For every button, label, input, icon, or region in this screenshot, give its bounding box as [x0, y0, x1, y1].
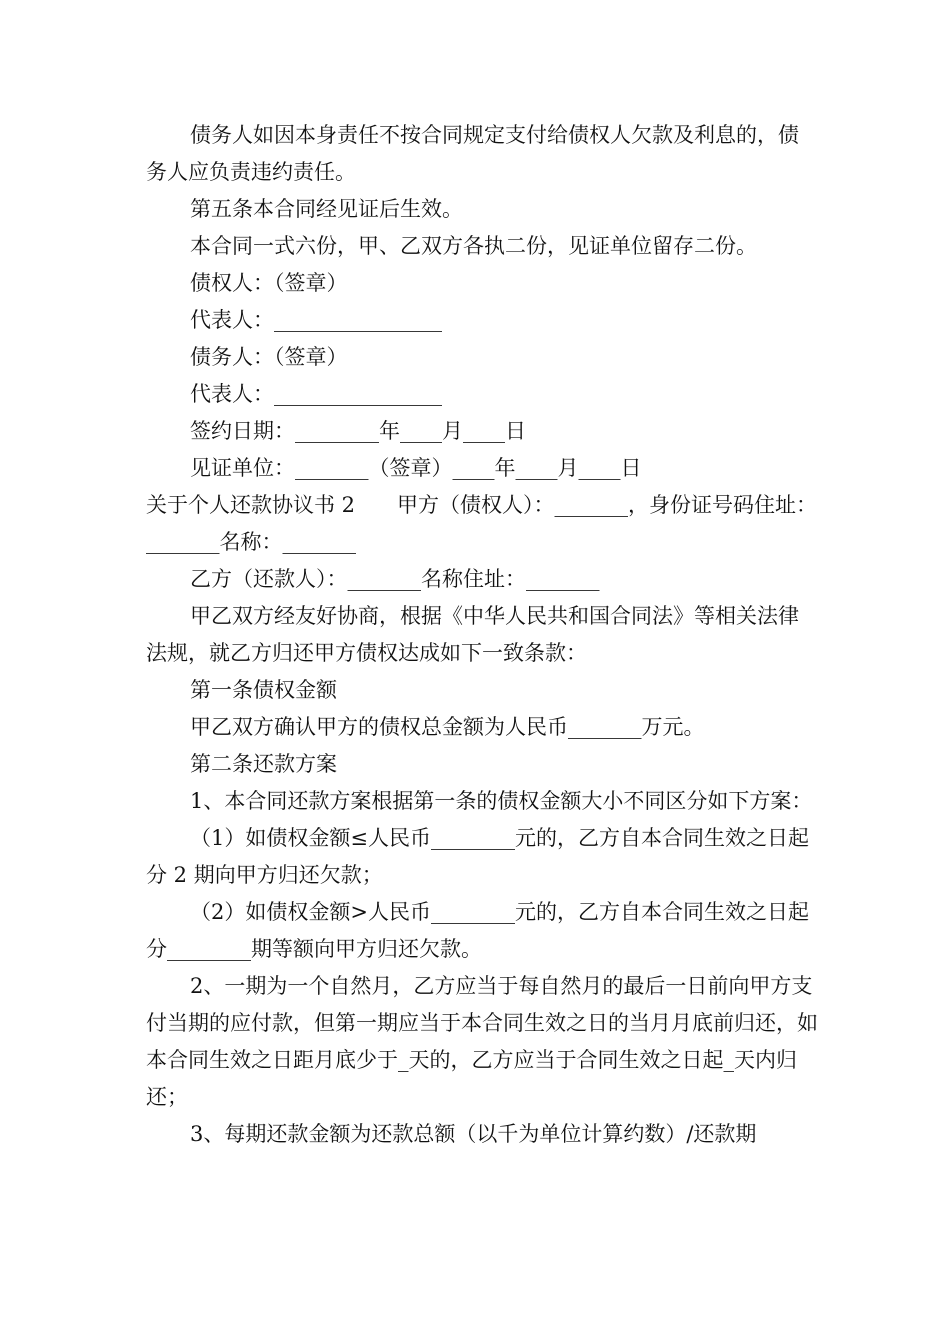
debtor-representative-line: 代表人：________________	[190, 382, 442, 406]
paragraph-debt-amount: 甲乙双方确认甲方的债权总金额为人民币_______万元。	[190, 715, 705, 739]
paragraph-negotiation: 甲乙双方经友好协商，根据《中华人民共和国合同法》等相关法律法规，就乙方归还甲方债权达成如下一致条款：	[146, 604, 799, 665]
paragraph-copies: 本合同一式六份，甲、乙双方各执二份，见证单位留存二份。	[190, 234, 757, 258]
agreement-2-party-a: 关于个人还款协议书 2 甲方（债权人）：_______，身份证号码住址：_______名称：_______	[146, 493, 818, 554]
heading-article-1: 第一条债权金额	[190, 678, 337, 702]
creditor-signature-line: 债权人：（签章）	[190, 271, 348, 295]
paragraph-liability: 债务人如因本身责任不按合同规定支付给债权人欠款及利息的，债务人应负责违约责任。	[146, 123, 799, 184]
paragraph-article-5: 第五条本合同经见证后生效。	[190, 197, 463, 221]
debtor-signature-line: 债务人：（签章）	[190, 345, 348, 369]
creditor-representative-line: 代表人：________________	[190, 308, 442, 332]
signing-date-line: 签约日期：________年____月____日	[190, 419, 526, 443]
witness-unit-line: 见证单位：_______（签章）____年____月____日	[190, 456, 642, 480]
heading-article-2: 第二条还款方案	[190, 752, 337, 776]
party-b-line: 乙方（还款人）：_______名称住址：_______	[190, 567, 600, 591]
clause-1-option-2: （2）如债权金额>人民币________元的，乙方自本合同生效之日起分________期等额向甲方归还欠款。	[146, 900, 809, 961]
clause-3: 3、每期还款金额为还款总额（以千为单位计算约数）/还款期	[190, 1122, 757, 1146]
document-body	[146, 117, 818, 1153]
clause-1-option-1: （1）如债权金额≤人民币________元的，乙方自本合同生效之日起分 2 期向甲方归还欠款；	[146, 826, 809, 887]
clause-2: 2、一期为一个自然月，乙方应当于每自然月的最后一日前向甲方支付当期的应付款，但第一期应当于本合同生效之日的当月月底前归还，如本合同生效之日距月底少于_天的，乙方应当于合同生效之日起_天内归还；	[146, 974, 818, 1109]
clause-1: 1、本合同还款方案根据第一条的债权金额大小不同区分如下方案：	[190, 789, 813, 813]
